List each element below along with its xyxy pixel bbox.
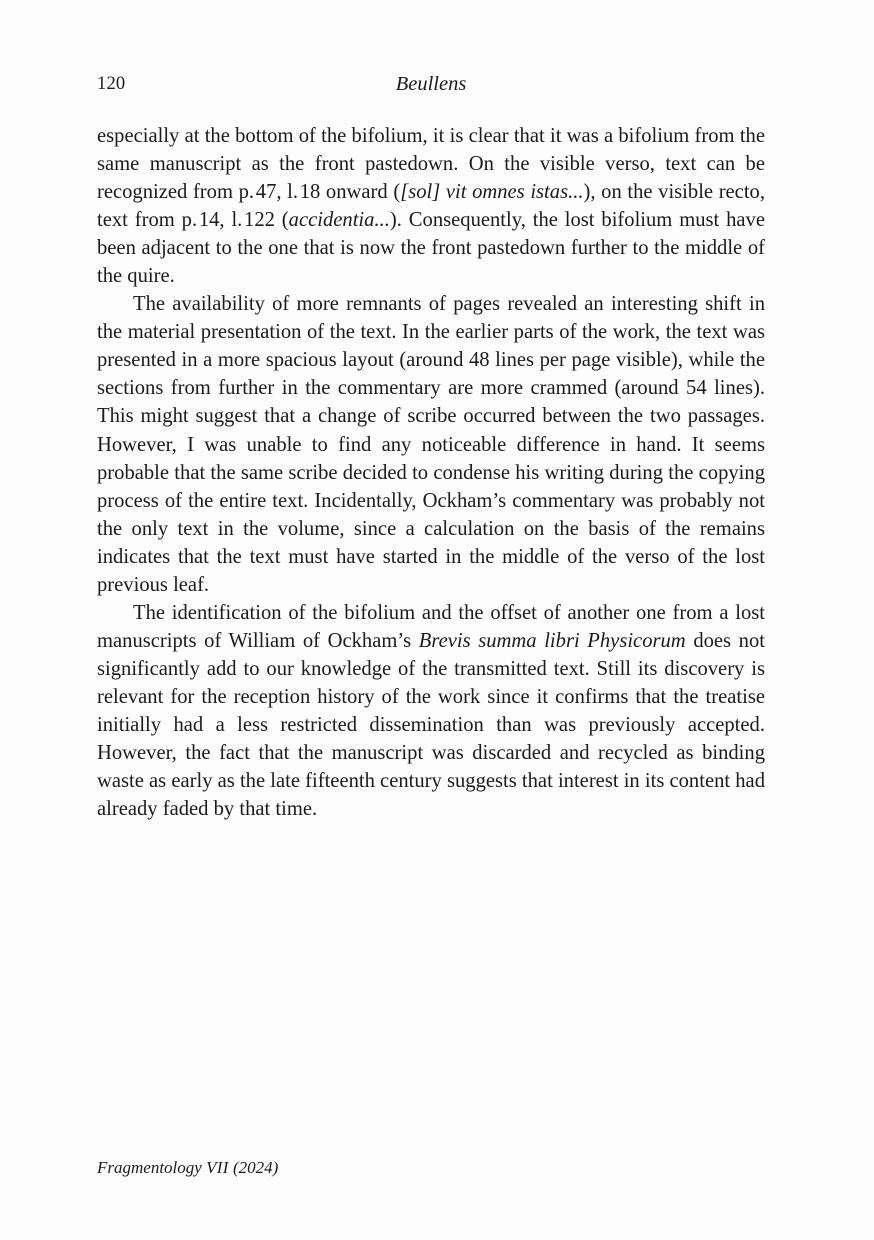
text-run: ), on the visible recto, text from p. 14, l. 122 ( [97, 181, 765, 232]
text-run: The availability of more remnants of pages revealed an interesting shift in the material presentation of the text. In the earlier parts of the work, the text was presented in a more spacious layout (around 48 lines per page visible), while the sections from further in the commentary are more crammed (around 54 lines). This might suggest that a change of scribe occurred between the two passages. However, I was unable to find any noticeable difference in hand. It seems probable that the same scribe decided to condense his writing during the copying process of the entire text. Incidentally, Ockham’s commentary was probably not the only text in the volume, since a calculation on the basis of the remains indicates that the text must have started in the middle of the verso of the lost previous leaf. [97, 293, 765, 596]
text-run: especially at the bottom of the bifolium, it is clear that it was a bifolium from the same manuscript as the front pastedown. On the visible verso, text can be recognized from p. 47, l. 18 onward ( [97, 125, 765, 204]
page-number: 120 [97, 74, 126, 94]
text-run: The identification of the bifolium and the offset of another one from a lost manuscripts of William of Ockham’s [97, 601, 765, 652]
paragraph-conclusion [97, 599, 765, 823]
paragraph-material-presentation [97, 290, 765, 599]
running-head-title: Beullens [395, 73, 467, 95]
text-run: does not significantly add to our knowledge of the transmitted text. Still its discovery is relevant for the reception history of the work since it confirms that the treatise initially had a less restricted dissemination than was previously accepted. However, the fact that the manuscript was discarded and recycled as binding waste as early as the late fifteenth century suggests that interest in its content had already faded by that time. [97, 629, 766, 821]
italic-run: Brevis summa libri Physicorum [418, 629, 686, 652]
body-text-block [97, 122, 765, 823]
running-head [97, 70, 765, 98]
italic-run: accidentia... [288, 209, 390, 232]
paragraph-bifolium-identification [97, 122, 765, 290]
footer-volume: VII [206, 1158, 229, 1177]
italic-run: [sol] vit omnes istas... [400, 181, 584, 204]
page-footer [97, 1158, 765, 1178]
text-run: ). Consequently, the lost bifolium must have been adjacent to the one that is now the front pastedown further to the middle of the quire. [97, 209, 765, 288]
footer-journal-title: Fragmentology [97, 1158, 202, 1177]
footer-year: (2024) [232, 1158, 279, 1177]
